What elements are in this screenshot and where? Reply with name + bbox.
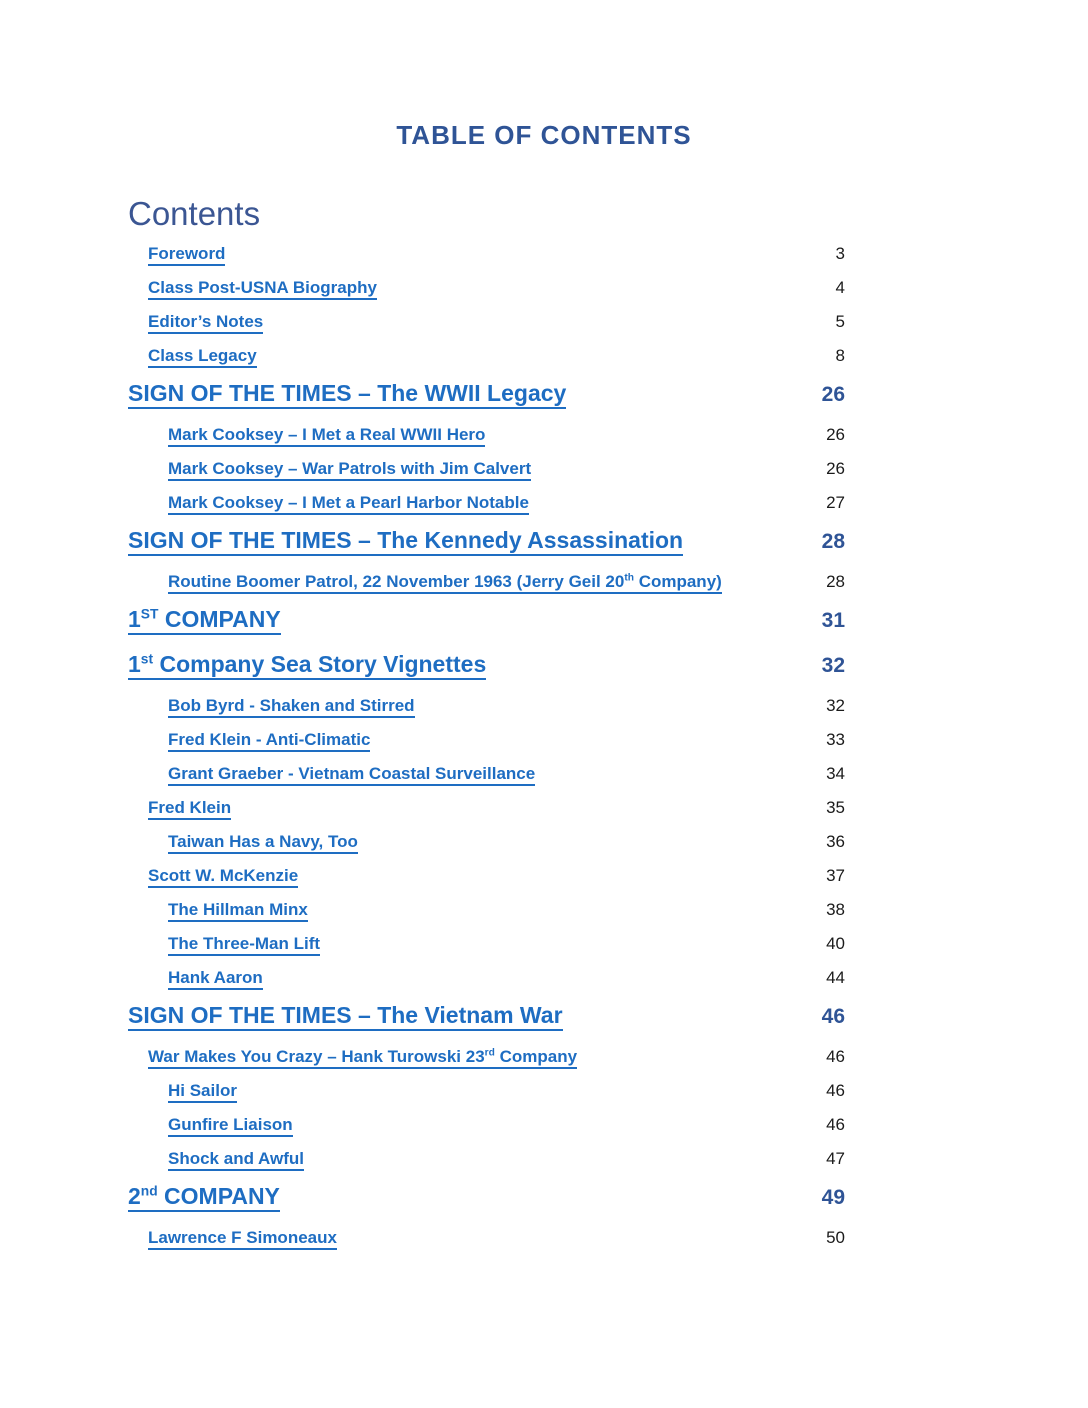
toc-entry-page-number: 50 <box>826 1228 845 1247</box>
toc-entry-text <box>168 832 358 854</box>
toc-entry <box>128 278 845 298</box>
entry-text-segment: Taiwan Has a Navy, Too <box>168 832 358 851</box>
toc-entry-text <box>168 968 263 990</box>
entry-text-segment: Class Legacy <box>148 346 257 365</box>
entry-text-segment: Foreword <box>148 244 226 263</box>
toc-entry <box>128 968 845 988</box>
toc-entry-text <box>148 346 257 368</box>
toc-entry-page-number: 36 <box>826 832 845 851</box>
toc-entry-page-number: 4 <box>835 278 845 297</box>
toc-entry-link[interactable] <box>128 606 281 632</box>
entry-text-segment: Bob Byrd - Shaken and Stirred <box>168 696 415 715</box>
entry-text-segment: Scott W. McKenzie <box>148 866 299 885</box>
toc-entry-link[interactable] <box>148 278 377 298</box>
entry-text-segment: Fred Klein - Anti-Climatic <box>168 730 371 749</box>
toc-entry <box>128 380 845 408</box>
toc-entry-link[interactable] <box>168 968 263 988</box>
entry-text-segment: Mark Cooksey – I Met a Pearl Harbor Notable <box>168 493 529 512</box>
entry-text-segment: SIGN OF THE TIMES – The WWII Legacy <box>128 380 567 406</box>
toc-entry <box>128 1115 845 1135</box>
toc-entry-page-number: 35 <box>826 798 845 817</box>
toc-entry <box>128 651 845 679</box>
toc-entry-text <box>168 1081 237 1103</box>
toc-entry <box>128 493 845 513</box>
entry-text-segment: Class Post-USNA Biography <box>148 278 377 297</box>
toc-entry-link[interactable] <box>148 866 298 886</box>
ordinal-superscript: nd <box>140 1183 158 1199</box>
toc-entry <box>128 1002 845 1030</box>
toc-entry-link[interactable] <box>128 1183 280 1209</box>
toc-entry-text <box>148 278 377 300</box>
toc-entry-link[interactable] <box>168 934 320 954</box>
toc-entry-text <box>168 1115 293 1137</box>
toc-entry-text <box>148 1228 337 1250</box>
toc-entry-page-number: 8 <box>835 346 845 365</box>
toc-entry-text <box>128 606 281 635</box>
toc-entry-text <box>168 493 529 515</box>
toc-entry-text <box>128 1002 563 1031</box>
toc-entry <box>128 1228 845 1248</box>
toc-entry-link[interactable] <box>148 1047 577 1067</box>
entry-text-segment: Routine Boomer Patrol, 22 November 1963 (Jerry Geil 20 <box>168 572 625 591</box>
toc-entry-link[interactable] <box>148 1228 337 1248</box>
page-title: TABLE OF CONTENTS <box>396 120 692 150</box>
toc-entry-text <box>168 934 320 956</box>
toc-entry-link[interactable] <box>168 493 529 513</box>
toc-entry <box>128 244 845 264</box>
toc-entry-page-number: 46 <box>826 1047 845 1066</box>
entry-text-segment: Fred Klein <box>148 798 232 817</box>
ordinal-superscript: ST <box>140 606 159 622</box>
toc-entry-link[interactable] <box>128 651 486 677</box>
toc-entry <box>128 798 845 818</box>
toc-entry-page-number: 33 <box>826 730 845 749</box>
entry-text-segment: 1 <box>128 606 141 632</box>
toc-entry-page-number: 46 <box>826 1081 845 1100</box>
entry-text-segment: 2 <box>128 1183 141 1209</box>
toc-entry-page-number: 27 <box>826 493 845 512</box>
entry-text-segment: SIGN OF THE TIMES – The Vietnam War <box>128 1002 563 1028</box>
toc-entry-text <box>168 730 370 752</box>
toc-entry-text <box>148 1047 577 1069</box>
entry-text-segment: War Makes You Crazy – Hank Turowski 23 <box>148 1047 485 1066</box>
toc-entry-text <box>128 527 683 556</box>
toc-entry-page-number: 44 <box>826 968 845 987</box>
toc-entry <box>128 1081 845 1101</box>
toc-entry-page-number: 26 <box>821 383 845 406</box>
entry-text-segment: Hi Sailor <box>168 1081 237 1100</box>
toc-entry-text <box>148 312 263 334</box>
toc-entry-text <box>168 1149 304 1171</box>
toc-entry-page-number: 49 <box>821 1186 845 1209</box>
toc-entry <box>128 900 845 920</box>
toc-entry-link[interactable] <box>168 764 535 784</box>
toc-entry <box>128 572 845 592</box>
entry-text-segment: The Hillman Minx <box>168 900 308 919</box>
toc-entry-text <box>128 651 486 680</box>
toc-entry-link[interactable] <box>128 527 683 553</box>
entry-text-segment: Hank Aaron <box>168 968 263 987</box>
toc-entry-link[interactable] <box>148 346 257 366</box>
toc-entry-link[interactable] <box>148 244 225 264</box>
toc-entry-link[interactable] <box>168 1149 304 1169</box>
toc-entry-link[interactable] <box>128 380 566 406</box>
toc-entry <box>128 866 845 886</box>
toc-entry-link[interactable] <box>168 832 358 852</box>
entry-text-segment: Grant Graeber - Vietnam Coastal Surveillance <box>168 764 536 783</box>
ordinal-superscript: rd <box>484 1047 495 1059</box>
toc-entry-text <box>168 425 485 447</box>
entry-text-segment: 1 <box>128 651 141 677</box>
entry-text-segment: Company <box>494 1047 578 1066</box>
toc-entry-page-number: 28 <box>826 572 845 591</box>
toc-entry <box>128 1047 845 1067</box>
toc-entry <box>128 1149 845 1169</box>
toc-entry-page-number: 5 <box>835 312 845 331</box>
toc-list <box>128 244 845 1248</box>
entry-text-segment: Gunfire Liaison <box>168 1115 293 1134</box>
toc-entry <box>128 730 845 750</box>
entry-text-segment: Lawrence F Simoneaux <box>148 1228 337 1247</box>
toc-entry-link[interactable] <box>128 1002 563 1028</box>
entry-text-segment: The Three-Man Lift <box>168 934 321 953</box>
toc-entry-link[interactable] <box>168 900 308 920</box>
toc-entry-link[interactable] <box>168 459 531 479</box>
toc-entry-link[interactable] <box>148 312 263 332</box>
toc-entry-page-number: 28 <box>821 530 845 553</box>
toc-entry-page-number: 38 <box>826 900 845 919</box>
toc-entry-link[interactable] <box>168 1081 237 1101</box>
toc-entry-page-number: 40 <box>826 934 845 953</box>
toc-entry-text <box>168 459 531 481</box>
entry-text-segment: Editor’s Notes <box>148 312 264 331</box>
contents-heading: Contents <box>128 195 261 232</box>
toc-entry-link[interactable] <box>148 798 231 818</box>
toc-entry-text <box>148 866 298 888</box>
toc-entry-text <box>168 900 308 922</box>
toc-entry-link[interactable] <box>168 425 485 445</box>
toc-entry-page-number: 34 <box>826 764 845 783</box>
toc-entry-page-number: 47 <box>826 1149 845 1168</box>
entry-text-segment: Shock and Awful <box>168 1149 305 1168</box>
toc-entry-text <box>128 380 566 409</box>
toc-entry-page-number: 26 <box>826 425 845 444</box>
toc-entry <box>128 312 845 332</box>
toc-entry <box>128 934 845 954</box>
toc-entry-link[interactable] <box>168 696 415 716</box>
toc-entry <box>128 832 845 852</box>
toc-entry-page-number: 32 <box>821 654 845 677</box>
entry-text-segment: COMPANY <box>157 1183 280 1209</box>
toc-entry-page-number: 26 <box>826 459 845 478</box>
entry-text-segment: Company) <box>633 572 722 591</box>
toc-entry-link[interactable] <box>168 572 722 592</box>
toc-entry <box>128 527 845 555</box>
toc-entry-link[interactable] <box>168 1115 293 1135</box>
toc-entry <box>128 606 845 634</box>
toc-entry-page-number: 32 <box>826 696 845 715</box>
entry-text-segment: SIGN OF THE TIMES – The Kennedy Assassination <box>128 527 684 553</box>
entry-text-segment: Mark Cooksey – I Met a Real WWII Hero <box>168 425 486 444</box>
toc-entry <box>128 459 845 479</box>
ordinal-superscript: th <box>624 572 634 584</box>
toc-entry-text <box>148 244 225 266</box>
toc-entry-page-number: 37 <box>826 866 845 885</box>
toc-entry <box>128 764 845 784</box>
toc-entry-text <box>148 798 231 820</box>
toc-entry-link[interactable] <box>168 730 370 750</box>
toc-entry-text <box>168 696 415 718</box>
toc-entry-page-number: 46 <box>826 1115 845 1134</box>
entry-text-segment: Mark Cooksey – War Patrols with Jim Calvert <box>168 459 532 478</box>
entry-text-segment: Company Sea Story Vignettes <box>153 651 487 677</box>
ordinal-superscript: st <box>140 651 154 667</box>
toc-entry-page-number: 31 <box>821 609 845 632</box>
toc-entry-page-number: 3 <box>835 244 845 263</box>
toc-entry <box>128 425 845 445</box>
toc-entry-text <box>128 1183 280 1212</box>
toc-entry-text <box>168 572 722 594</box>
entry-text-segment: COMPANY <box>158 606 281 632</box>
toc-entry <box>128 1183 845 1211</box>
toc-entry-text <box>168 764 535 786</box>
toc-entry <box>128 346 845 366</box>
toc-entry-page-number: 46 <box>821 1005 845 1028</box>
toc-entry <box>128 696 845 716</box>
